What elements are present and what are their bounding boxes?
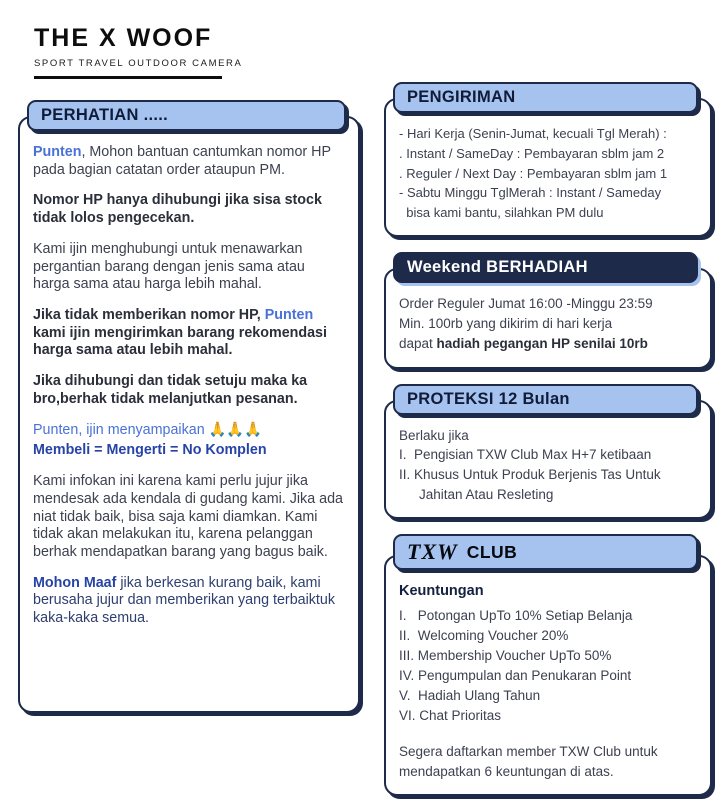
highlight-punten: Punten (33, 144, 82, 160)
weekend-header (393, 252, 698, 283)
txw-benefit-item: I. Potongan UpTo 10% Setiap Belanja (399, 607, 633, 623)
weekend-header-label: Weekend BERHADIAH (407, 257, 588, 276)
perhatian-header-label: PERHATIAN ..... (41, 106, 169, 124)
paragraph-membeli-mengerti: Membeli = Mengerti = No Komplen (33, 442, 267, 459)
brand-title: THE X WOOF (34, 24, 213, 52)
txw-club-section (384, 534, 712, 795)
proteksi-intro: Berlaku jika (399, 427, 469, 443)
proteksi-section (384, 384, 712, 520)
txw-footer-note: Segera daftarkan member TXW Club untuk mendapatkan 6 keuntungan di atas. (399, 743, 658, 779)
pengiriman-line: . Reguler / Next Day : Pembayaran sblm jam 1 (399, 165, 668, 181)
pengiriman-line: - Hari Kerja (Senin-Jumat, kecuali Tgl Merah) : (399, 126, 667, 141)
weekend-section (384, 252, 712, 369)
pengiriman-line: bisa kami bantu, silahkan PM dulu (399, 205, 604, 220)
pengiriman-line: . Instant / SameDay : Pembayaran sblm jam 2 (399, 145, 665, 161)
pengiriman-body (384, 98, 712, 237)
paragraph-kami-ijin: Kami ijin menghubungi untuk menawarkan pergantian barang dengan jenis sama atau harga sama atau harga lebih mahal. (33, 240, 305, 293)
proteksi-body (384, 400, 712, 520)
txw-club-body (384, 555, 712, 795)
weekend-line: dapat hadiah pegangan HP senilai 10rb (399, 336, 648, 352)
perhatian-body (18, 116, 360, 713)
paragraph-punten-hp: Punten, Mohon bantuan cantumkan nomor HP pada bagian catatan order ataupun PM. (33, 144, 331, 178)
txw-logo: TXW (407, 539, 458, 565)
right-column (384, 82, 712, 811)
paragraph-jika-tidak: Jika tidak memberikan nomor HP, Punten kami ijin mengirimkan barang rekomendasi harga sama atau lebih mahal. (33, 307, 327, 359)
pengiriman-header (393, 82, 698, 113)
txw-benefit-item: III. Membership Voucher UpTo 50% (399, 647, 612, 663)
proteksi-header-label: PROTEKSI 12 Bulan (407, 389, 570, 408)
pengiriman-header-label: PENGIRIMAN (407, 88, 516, 106)
paragraph-kami-infokan: Kami infokan ini karena kami perlu jujur jika mendesak ada kendala di gudang kami. Jika ada niat tidak baik, bisa saja kami diamkan. Kami tidak akan melakukan itu, karena pelanggan berhak mendapatkan barang yang bagus baik. (33, 473, 343, 560)
perhatian-header (27, 100, 346, 131)
proteksi-item: I. Pengisian TXW Club Max H+7 ketibaan (399, 447, 652, 463)
highlight-mohon-maaf: Mohon Maaf (33, 574, 117, 591)
left-column (18, 100, 360, 728)
weekend-line: Min. 100rb yang dikirim di hari kerja (399, 316, 613, 331)
weekend-line: Order Reguler Jumat 16:00 -Minggu 23:59 (399, 295, 653, 311)
txw-benefit-item: IV. Pengumpulan dan Penukaran Point (399, 667, 632, 683)
pengiriman-line: - Sabtu Minggu TglMerah : Instant / Sameday (399, 185, 662, 201)
txw-club-label: CLUB (466, 541, 518, 562)
highlight-punten: Punten (264, 307, 314, 324)
txw-club-header (393, 534, 698, 570)
proteksi-header (393, 384, 698, 415)
brand-subtitle: SPORT TRAVEL OUTDOOR CAMERA (34, 58, 243, 69)
paragraph-nomor-hp: Nomor HP hanya dihubungi jika sisa stock tidak lolos pengecekan. (33, 192, 322, 227)
paragraph-punten-emoji: Punten, ijin menyampaikan 🙏🙏🙏 (33, 421, 263, 438)
txw-benefit-item: VI. Chat Prioritas (399, 707, 502, 723)
paragraph-jika-dihubungi: Jika dihubungi dan tidak setuju maka ka bro,berhak tidak melanjutkan pesanan. (33, 373, 308, 407)
brand-divider (34, 76, 222, 79)
perhatian-section (18, 100, 360, 713)
txw-subheader: Keuntungan (399, 583, 484, 600)
brand-block (34, 24, 242, 79)
highlight-hadiah: hadiah pegangan HP senilai 10rb (436, 336, 648, 352)
pengiriman-section (384, 82, 712, 237)
txw-benefit-item: II. Welcoming Voucher 20% (399, 627, 569, 643)
proteksi-item: II. Khusus Untuk Produk Berjenis Tas Untuk Jahitan Atau Resleting (399, 467, 665, 503)
paragraph-mohon-maaf: Mohon Maaf jika berkesan kurang baik, kami berusaha jujur dan memberikan yang terbaiktuk kaka-kaka semua. (33, 574, 335, 627)
weekend-body (384, 268, 712, 369)
txw-benefit-item: V. Hadiah Ulang Tahun (399, 687, 541, 703)
